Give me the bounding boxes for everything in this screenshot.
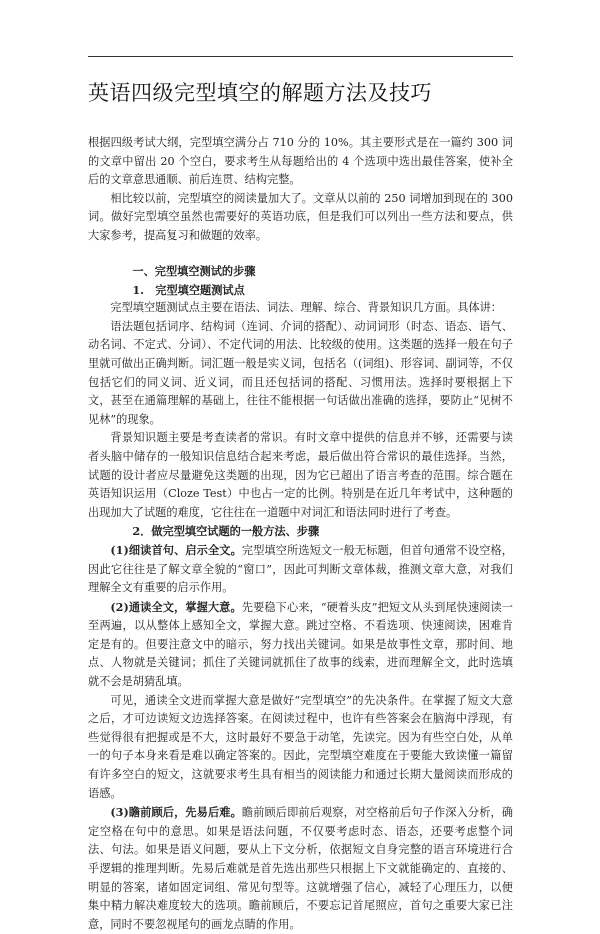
- step-text: 完型填空所选短文一般无标题，但首句通常不设空格，因此它往往是了解文章全貌的“窗口”，因此可判断文章体裁，推测文章大意，对我们理解全文有重要的启示作用。: [88, 543, 513, 595]
- intro-section: [88, 134, 513, 246]
- header-rule: [88, 56, 513, 57]
- step-paragraph: [88, 541, 513, 598]
- step-label: (2)通读全文，掌握大意。: [110, 599, 242, 614]
- step-label: (1)细读首句、启示全文。: [110, 542, 242, 557]
- body-paragraph: 语法题包括词序、结构词（连词、介词的搭配）、动词词形（时态、语态、语气、动名词、不定式、分词）、不定代词的用法、比较级的使用。这类题的选择一般在句子里就可做出正确判断。词汇题一般是实义词，包括名（(词组)、形容词、副词等，不仅包括它们的同义词、近义词，而且还包括词的搭配、习惯用法。选择时要根据上下文，甚至在通篇理解的基础上，往往不能根据一句话做出准确的选择，要防止“见树不见林”的现象。: [88, 319, 513, 426]
- intro-paragraph: 相比较以前，完型填空的阅读量加大了。文章从以前的 250 词增加到现在的 300 词。做好完型填空虽然也需要好的英语功底，但是我们可以列出一些方法和要点，供大家参考，提高复习和做题的效率。: [88, 191, 513, 242]
- step-paragraph: [88, 598, 513, 692]
- body-paragraph: 完型填空题测试点主要在语法、词法、理解、综合、背景知识几方面。具体讲：: [110, 301, 502, 315]
- body-paragraph: 背景知识题主要是考查读者的常识。有时文章中提供的信息并不够，还需要与读者头脑中储存的一般知识信息结合起来考虑，最后做出符合常识的最佳选择。当然，试题的设计者应尽量避免这类题的出现，因为它已超出了语言考查的范围。综合题在英语知识运用（Cloze Test）中也占一定的比例。特别是在近几年考试中，这种题的出现加大了试题的难度，它往往在一道题中对词汇和语法同时进行了考查。: [88, 431, 513, 519]
- step-paragraph: [88, 803, 513, 934]
- step-text: 瞻前顾后即前后观察，对空格前后句子作深入分析，确定空格在句中的意思。如果是语法问题，不仅要考虑时态、语态，还要考虑整个词法、句法。如果是语义问题，要从上下文分析，依据短文自身完整的语言环境进行合乎逻辑的推理判断。先易后难就是首先选出那些只根据上下文就能确定的、直接的、明显的答案，诸如固定词组、常见句型等。这就增强了信心，减轻了心理压力，以便集中精力解决难度较大的选项。瞻前顾后，不要忘记首尾照应，首句之重要大家已注意，同时不要忽视尾句的画龙点睛的作用。: [88, 806, 513, 931]
- subsection-heading: 2．做完型填空试题的一般方法、步骤: [132, 524, 320, 539]
- step-text: 先要稳下心来，“硬着头皮”把短文从头到尾快速阅读一至两遍，以从整体上感知全文，掌握大意。跳过空格、不看选项、快速阅读，困难肯定是有的。但要注意文中的暗示，努力找出关键词。如果是故事性文章，那时间、地点、人物就是关键词；抓住了关键词就抓住了故事的线索，进而理解全文，此时选填就不会是胡猜乱填。: [88, 600, 513, 689]
- section-heading: 一、完型填空测试的步骤: [132, 264, 256, 278]
- steps-section: [88, 262, 513, 934]
- intro-paragraph: 根据四级考试大纲，完型填空满分占 710 分的 10%。其主要形式是在一篇约 300 词的文章中留出 20 个空白，要求考生从每题给出的 4 个选项中选出最佳答案，使补全后的文章意思通顺、前后连贯、结构完整。: [88, 136, 513, 187]
- subsection-heading: 1. 完型填空题测试点: [132, 282, 245, 297]
- page-title: 英语四级完型填空的解题方法及技巧: [88, 81, 432, 105]
- body-paragraph: 可见，通读全文进而掌握大意是做好“完型填空”的先决条件。在掌握了短文大意之后，才可边读短文边选择答案。在阅读过程中，也许有些答案会在脑海中浮现，有些觉得很有把握或是不大，这时最好不要急于动笔，先读完。因为有些空白处，从单一的句子本身来看是难以确定答案的。因此，完型填空难度在于要能大致读懂一篇留有许多空白的短文，这就要求考生具有相当的阅读能力和通过长期大量阅读而形成的语感。: [88, 693, 513, 800]
- step-label: (3)瞻前顾后，先易后难。: [110, 805, 242, 820]
